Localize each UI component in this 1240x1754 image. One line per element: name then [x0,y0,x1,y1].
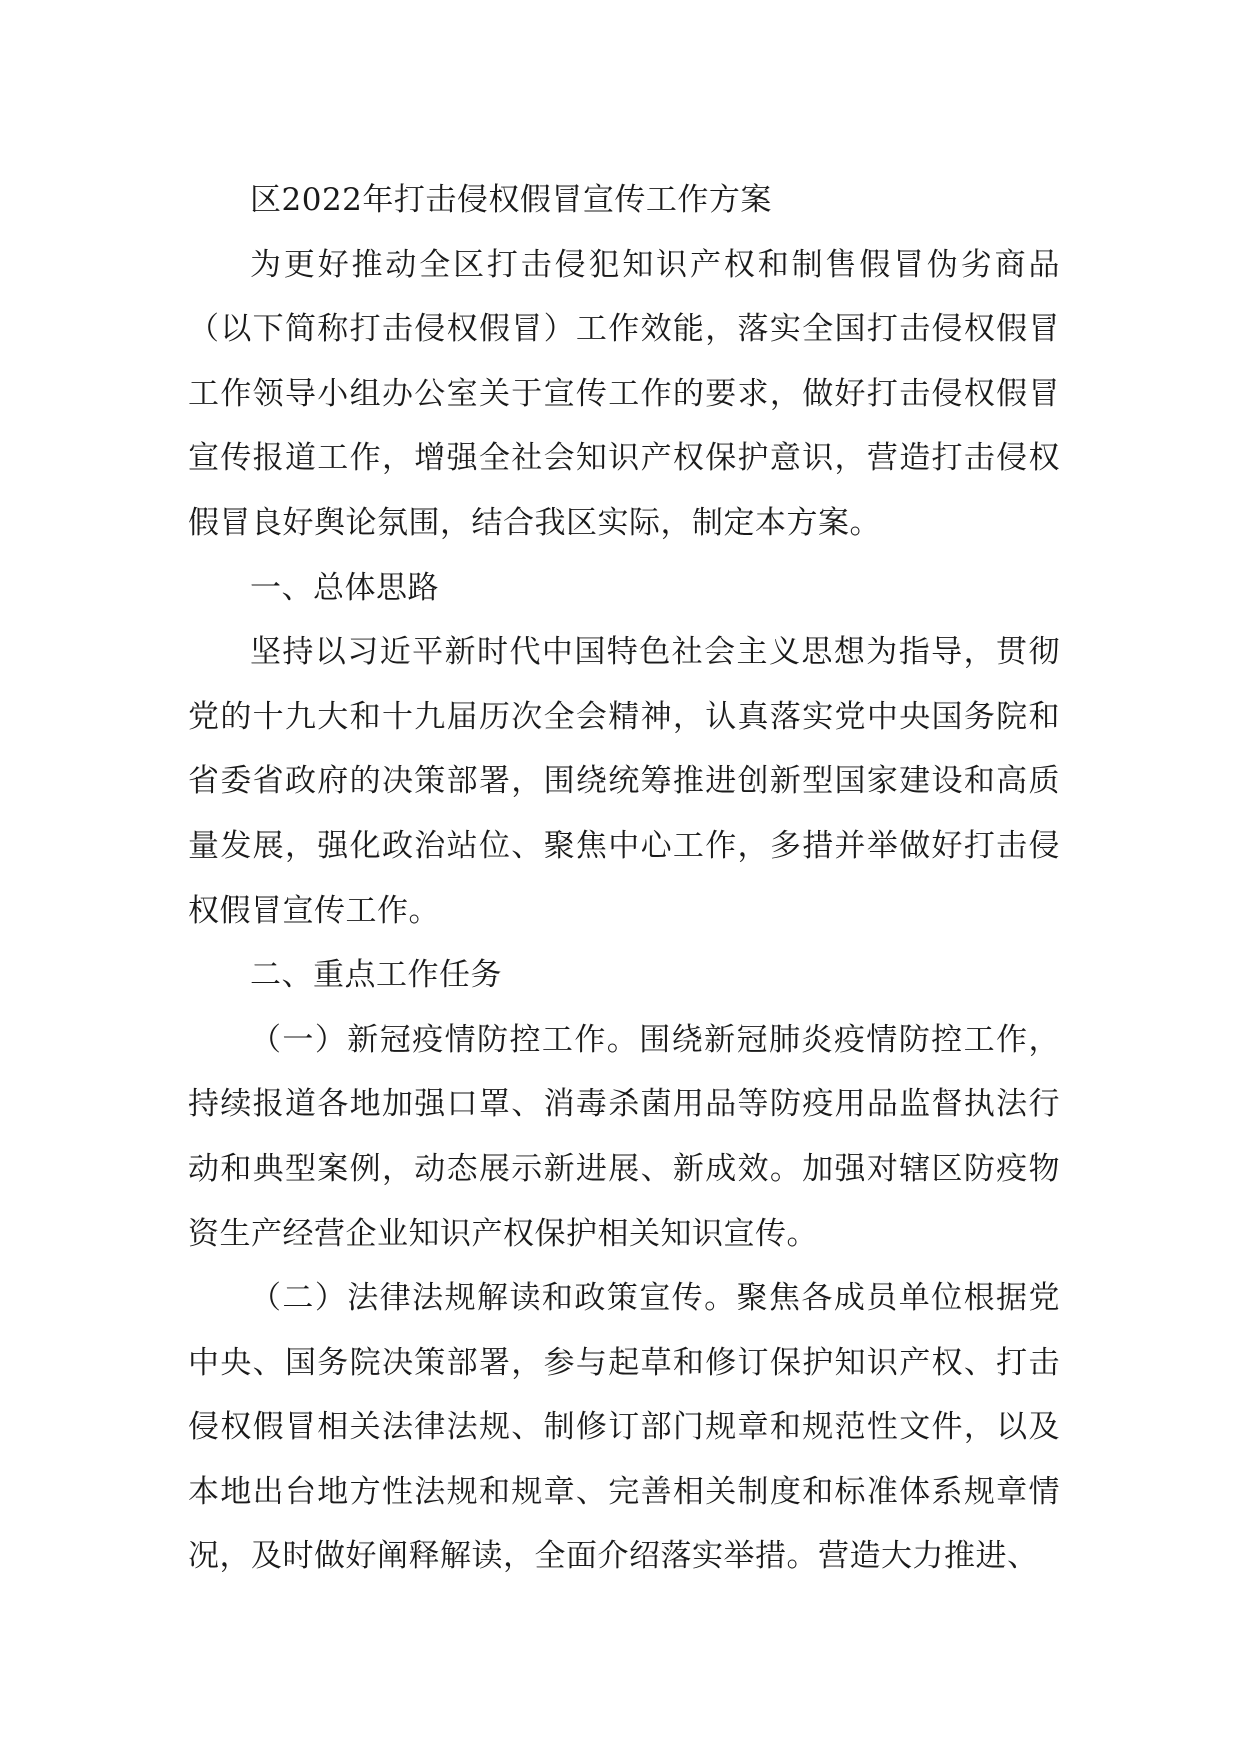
intro-paragraph: 为更好推动全区打击侵犯知识产权和制售假冒伪劣商品（以下简称打击侵权假冒）工作效能，落实全国打击侵权假冒工作领导小组办公室关于宣传工作的要求，做好打击侵权假冒宣传报道工作，增强全社会知识产权保护意识，营造打击侵权假冒良好舆论氛围，结合我区实际，制定本方案。 [188,246,1060,541]
document-body [188,168,1060,1589]
task-item-legal-policy: （二）法律法规解读和政策宣传。聚焦各成员单位根据党中央、国务院决策部署，参与起草和修订保护知识产权、打击侵权假冒相关法律法规、制修订部门规章和规范性文件，以及本地出台地方性法规和规章、完善相关制度和标准体系规章情况，及时做好阐释解读，全面介绍落实举措。营造大力推进、 [188,1280,1060,1575]
document-title: 区2022年打击侵权假冒宣传工作方案 [250,182,772,218]
overall-approach-paragraph: 坚持以习近平新时代中国特色社会主义思想为指导，贯彻党的十九大和十九届历次全会精神，认真落实党中央国务院和省委省政府的决策部署，围绕统筹推进创新型国家建设和高质量发展，强化政治站位、聚焦中心工作，多措并举做好打击侵权假冒宣传工作。 [188,634,1060,929]
section-heading-key-tasks: 二、重点工作任务 [250,957,502,994]
task-item-covid-prevention: （一）新冠疫情防控工作。围绕新冠肺炎疫情防控工作，持续报道各地加强口罩、消毒杀菌用品等防疫用品监督执法行动和典型案例，动态展示新进展、新成效。加强对辖区防疫物资生产经营企业知识产权保护相关知识宣传。 [188,1021,1060,1252]
section-heading-overall-approach: 一、总体思路 [250,569,439,606]
